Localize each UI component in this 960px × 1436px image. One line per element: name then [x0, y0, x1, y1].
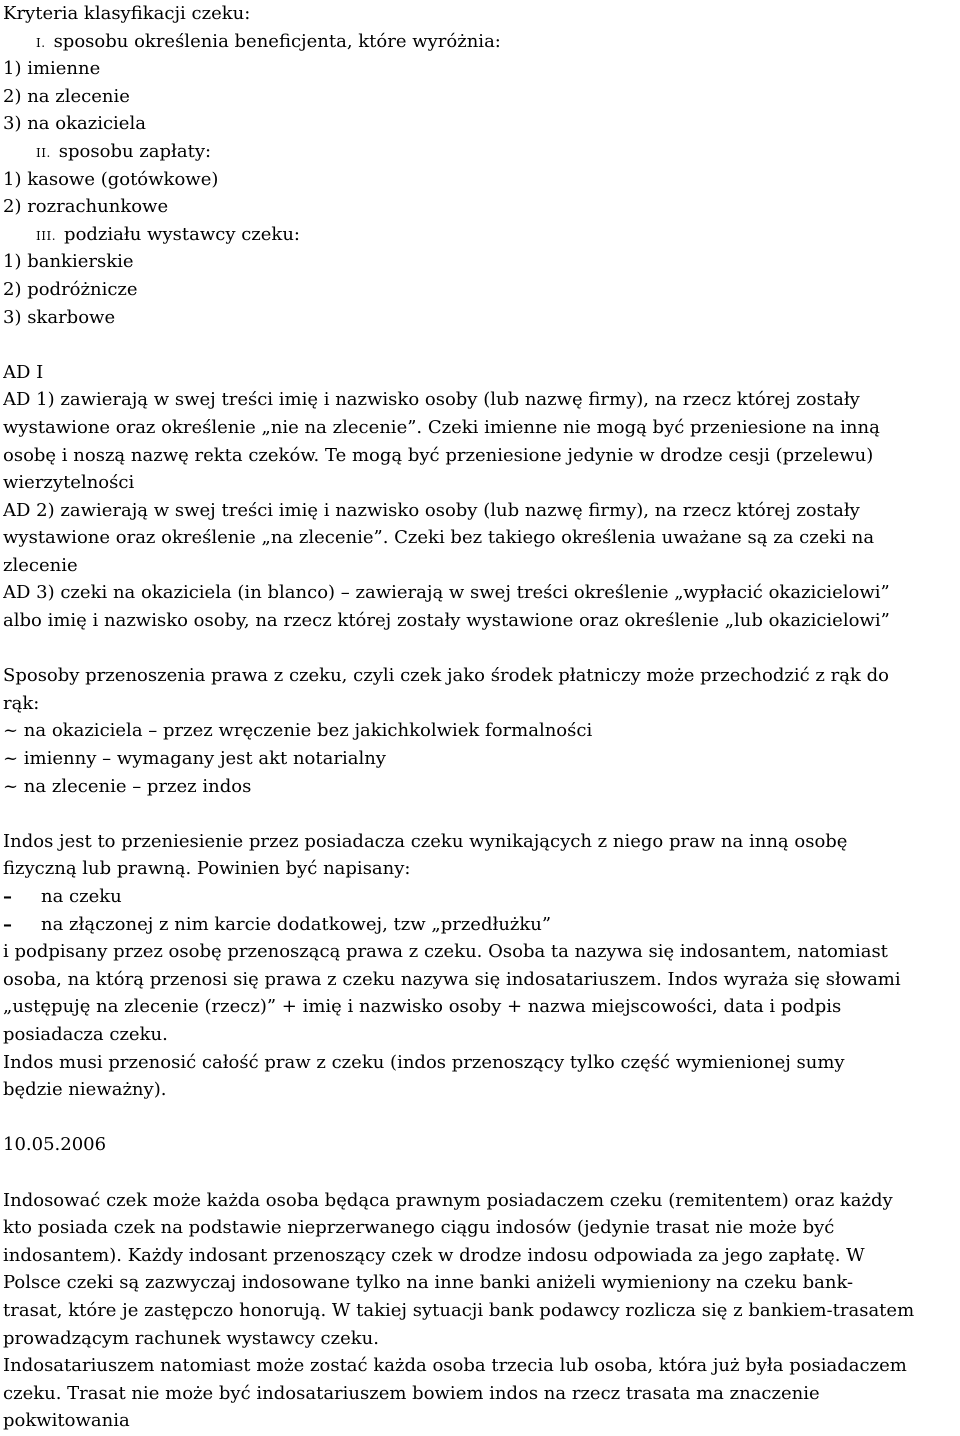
roman-numeral: II.	[36, 145, 51, 160]
text-line: prowadzącym rachunek wystawcy czeku.	[3, 1327, 379, 1349]
text-line: Indos musi przenosić całość praw z czeku (indos przenoszący tylko część wymienionej sumy	[3, 1051, 845, 1073]
list-item: 1) imienne	[3, 58, 101, 80]
text-line: Polsce czeki są zazwyczaj indosowane tylko na inne banki aniżeli wymieniony na czeku bank-	[3, 1272, 854, 1294]
text-line: albo imię i nazwisko osoby, na rzecz której zostały wystawione oraz określenie „lub okazicielowi”	[3, 610, 890, 632]
text-line: AD 1) zawierają w swej treści imię i nazwisko osoby (lub nazwę firmy), na rzecz której zostały	[3, 389, 860, 411]
section-label: podziału wystawcy czeku:	[64, 223, 300, 245]
spacer	[3, 331, 957, 359]
text-line: ~ na okaziciela – przez wręczenie bez jakichkolwiek formalności	[3, 720, 593, 742]
spacer	[3, 1159, 957, 1187]
text-line: zlecenie	[3, 554, 78, 576]
spacer	[3, 635, 957, 663]
dash-item-text: na złączonej z nim karcie dodatkowej, tzw „przedłużku”	[41, 913, 552, 935]
spacer	[3, 1104, 957, 1132]
section-label: sposobu zapłaty:	[58, 140, 212, 162]
spacer	[3, 800, 957, 828]
text-line: Indosować czek może każda osoba będąca prawnym posiadaczem czeku (remitentem) oraz każdy	[3, 1189, 893, 1211]
list-item: 2) podróżnicze	[3, 278, 138, 300]
dash-bullet: –	[3, 886, 12, 907]
dash-list-item	[3, 911, 957, 939]
text-line: osobę i noszą nazwę rekta czeków. Te mogą być przeniesione jedynie w drodze cesji (przelewu)	[3, 444, 874, 466]
list-item: 2) na zlecenie	[3, 85, 130, 107]
text-line: AD 2) zawierają w swej treści imię i nazwisko osoby (lub nazwę firmy), na rzecz której zostały	[3, 499, 860, 521]
text-line: „ustępuję na zlecenie (rzecz)” + imię i nazwisko osoby + nazwa miejscowości, data i podpis	[3, 996, 842, 1018]
text-line: osoba, na którą przenosi się prawa z czeku nazywa się indosatariuszem. Indos wyraża się słowami	[3, 968, 901, 990]
criteria-title: Kryteria klasyfikacji czeku:	[3, 3, 251, 24]
list-item: 2) rozrachunkowe	[3, 196, 169, 218]
roman-numeral: III.	[36, 228, 57, 243]
list-item: 1) kasowe (gotówkowe)	[3, 168, 219, 190]
criteria-section-heading	[3, 28, 957, 56]
section-label: sposobu określenia beneficjenta, które wyróżnia:	[53, 30, 501, 52]
text-line: kto posiada czek na podstawie nieprzerwanego ciągu indosów (jedynie trasat nie może być	[3, 1217, 835, 1239]
criteria-section-heading	[3, 138, 957, 166]
text-line: wierzytelności	[3, 472, 135, 494]
text-line: będzie nieważny).	[3, 1079, 167, 1101]
list-item: 1) bankierskie	[3, 251, 134, 273]
text-line: ~ na zlecenie – przez indos	[3, 775, 252, 797]
text-line: AD 3) czeki na okaziciela (in blanco) – zawierają w swej treści określenie „wypłacić okazicielowi”	[3, 582, 890, 604]
text-line: trasat, które je zastępczo honorują. W takiej sytuacji bank podawcy rozlicza się z bankiem-trasatem	[3, 1299, 915, 1321]
text-line: Indosatariuszem natomiast może zostać każda osoba trzecia lub osoba, która już była posiadaczem	[3, 1355, 907, 1377]
text-line: indosantem). Każdy indosant przenoszący czek w drodze indosu odpowiada za jego zapłatę. W	[3, 1244, 865, 1266]
date-line: 10.05.2006	[3, 1134, 107, 1156]
text-line: posiadacza czeku.	[3, 1023, 168, 1045]
list-item: 3) skarbowe	[3, 306, 116, 328]
list-item: 3) na okaziciela	[3, 113, 146, 135]
roman-numeral: I.	[36, 35, 46, 50]
text-line: pokwitowania	[3, 1410, 130, 1432]
text-line: Sposoby przenoszenia prawa z czeku, czyli czek jako środek płatniczy może przechodzić z rąk do	[3, 665, 889, 687]
text-line: ~ imienny – wymagany jest akt notarialny	[3, 748, 386, 770]
text-line: wystawione oraz określenie „na zlecenie”. Czeki bez takiego określenia uważane są za czeki na	[3, 527, 875, 549]
text-line: wystawione oraz określenie „nie na zlecenie”. Czeki imienne nie mogą być przeniesione na inną	[3, 416, 880, 438]
text-line: rąk:	[3, 692, 40, 714]
text-line: i podpisany przez osobę przenoszącą prawa z czeku. Osoba ta nazywa się indosantem, natomiast	[3, 941, 888, 963]
ad-heading: AD I	[3, 361, 44, 383]
dash-bullet: –	[3, 913, 12, 935]
text-line: czeku. Trasat nie może być indosatariuszem bowiem indos na rzecz trasata ma znaczenie	[3, 1382, 820, 1404]
text-line: Indos jest to przeniesienie przez posiadacza czeku wynikających z niego praw na inną osobę	[3, 830, 848, 852]
dash-item-text: na czeku	[41, 886, 122, 907]
criteria-section-heading	[3, 221, 957, 249]
text-line: fizyczną lub prawną. Powinien być napisany:	[3, 858, 411, 880]
dash-list-item	[3, 883, 957, 911]
